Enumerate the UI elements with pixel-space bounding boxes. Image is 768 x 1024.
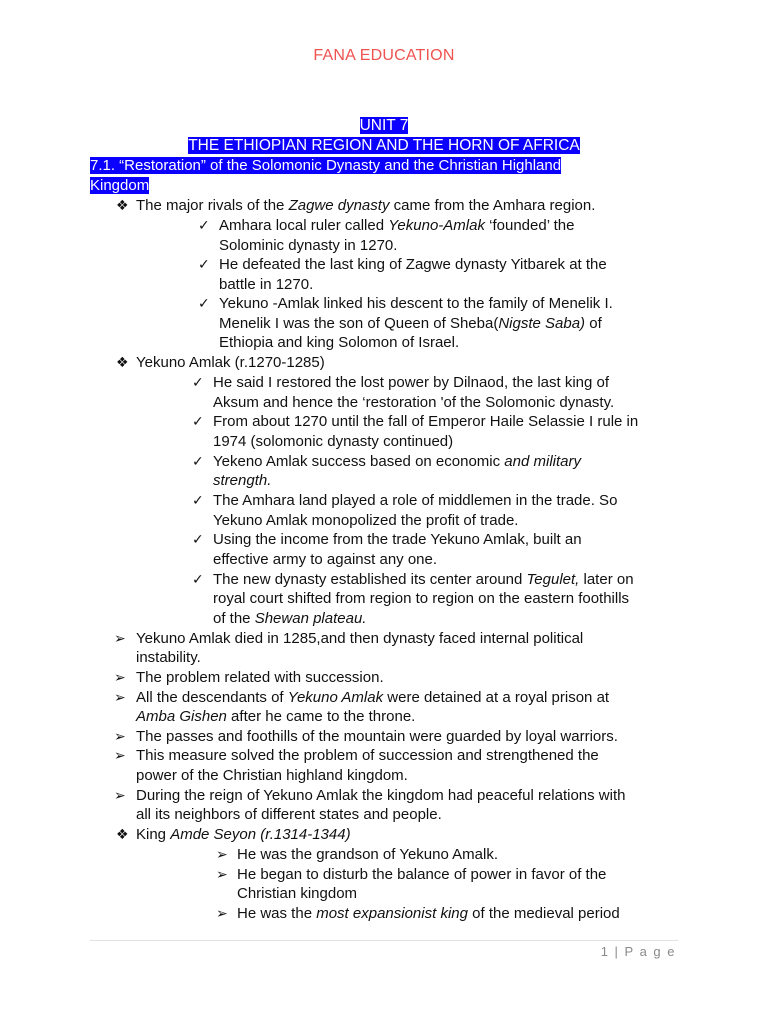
list-item-continuation: battle in 1270. (219, 276, 314, 293)
list-item: He said I restored the lost power by Dilnaod, the last king of (213, 374, 610, 391)
unit-title: THE ETHIOPIAN REGION AND THE HORN OF AFRICA (188, 136, 580, 154)
check-icon: ✓ (192, 374, 204, 390)
page-header: FANA EDUCATION (313, 47, 455, 64)
unit-number: UNIT 7 (359, 117, 409, 134)
check-icon: ✓ (192, 571, 204, 587)
list-item: Amhara local ruler called Yekuno-Amlak ‘founded’ the (219, 217, 575, 234)
list-item-continuation: Christian kingdom (237, 885, 358, 902)
check-icon: ✓ (192, 492, 204, 508)
list-item: This measure solved the problem of succession and strengthened the (136, 747, 599, 764)
unit-title-block (0, 116, 768, 155)
list-item-continuation: Menelik I was the son of Queen of Sheba(Nigste Saba) of (219, 315, 602, 332)
diamond-bullet-icon: ❖ (116, 197, 129, 213)
arrow-bullet-icon: ➢ (216, 866, 228, 882)
check-icon: ✓ (192, 413, 204, 429)
page-number: 1 | P a g e (600, 944, 676, 959)
list-item-continuation: 1974 (solomonic dynasty continued) (213, 433, 454, 450)
list-item-continuation: Aksum and hence the ‘restoration 'of the Solomonic dynasty. (213, 394, 615, 411)
check-icon: ✓ (192, 453, 204, 469)
list-item: The passes and foothills of the mountain were guarded by loyal warriors. (136, 728, 618, 745)
check-icon: ✓ (198, 295, 210, 311)
amde-heading: King Amde Seyon (r.1314-1344) (136, 826, 351, 843)
arrow-bullet-icon: ➢ (114, 689, 126, 705)
list-item-continuation: Yekuno Amlak monopolized the profit of trade. (213, 512, 519, 529)
arrow-bullet-icon: ➢ (216, 905, 228, 921)
list-item: He defeated the last king of Zagwe dynasty Yitbarek at the (219, 256, 607, 273)
diamond-bullet-icon: ❖ (116, 826, 129, 842)
list-item: He began to disturb the balance of power in favor of the (237, 866, 607, 883)
arrow-bullet-icon: ➢ (216, 846, 228, 862)
list-item: Using the income from the trade Yekuno Amlak, built an (213, 531, 582, 548)
list-item-continuation: strength. (213, 472, 272, 489)
list-item-continuation: instability. (136, 649, 201, 666)
list-item-continuation: Solominic dynasty in 1270. (219, 237, 398, 254)
list-item-continuation: effective army to against any one. (213, 551, 438, 568)
list-item-continuation: all its neighbors of different states and people. (136, 806, 442, 823)
list-item: From about 1270 until the fall of Emperor Haile Selassie I rule in (213, 413, 639, 430)
list-item: All the descendants of Yekuno Amlak were detained at a royal prison at (136, 689, 610, 706)
footer-divider (90, 940, 678, 941)
list-item-continuation: power of the Christian highland kingdom. (136, 767, 408, 784)
list-item-continuation: of the Shewan plateau. (213, 610, 367, 627)
arrow-bullet-icon: ➢ (114, 728, 126, 744)
list-item: Yekuno -Amlak linked his descent to the family of Menelik I. (219, 295, 613, 312)
check-icon: ✓ (192, 531, 204, 547)
list-item: The new dynasty established its center around Tegulet, later on (213, 571, 634, 588)
arrow-bullet-icon: ➢ (114, 787, 126, 803)
arrow-bullet-icon: ➢ (114, 747, 126, 763)
list-item: During the reign of Yekuno Amlak the kingdom had peaceful relations with (136, 787, 626, 804)
list-item-continuation: Amba Gishen after he came to the throne. (136, 708, 416, 725)
list-item: Yekuno Amlak died in 1285,and then dynasty faced internal political (136, 630, 584, 647)
list-item: Yekeno Amlak success based on economic and military (213, 453, 581, 470)
list-item: The Amhara land played a role of middlemen in the trade. So (213, 492, 618, 509)
list-item: He was the most expansionist king of the medieval period (237, 905, 620, 922)
list-item-continuation: Ethiopia and king Solomon of Israel. (219, 334, 460, 351)
section-heading-line-2: Kingdom (90, 176, 150, 194)
section-heading-line-1: 7.1. “Restoration” of the Solomonic Dynasty and the Christian Highland (90, 157, 562, 174)
check-icon: ✓ (198, 256, 210, 272)
check-icon: ✓ (198, 217, 210, 233)
diamond-bullet-icon: ❖ (116, 354, 129, 370)
arrow-bullet-icon: ➢ (114, 630, 126, 646)
arrow-bullet-icon: ➢ (114, 669, 126, 685)
yekuno-heading: Yekuno Amlak (r.1270-1285) (136, 354, 325, 371)
intro-line: The major rivals of the Zagwe dynasty came from the Amhara region. (136, 197, 596, 214)
list-item: He was the grandson of Yekuno Amalk. (237, 846, 499, 863)
section-heading (90, 156, 678, 195)
list-item-continuation: royal court shifted from region to region on the eastern foothills (213, 590, 630, 607)
list-item: The problem related with succession. (136, 669, 384, 686)
